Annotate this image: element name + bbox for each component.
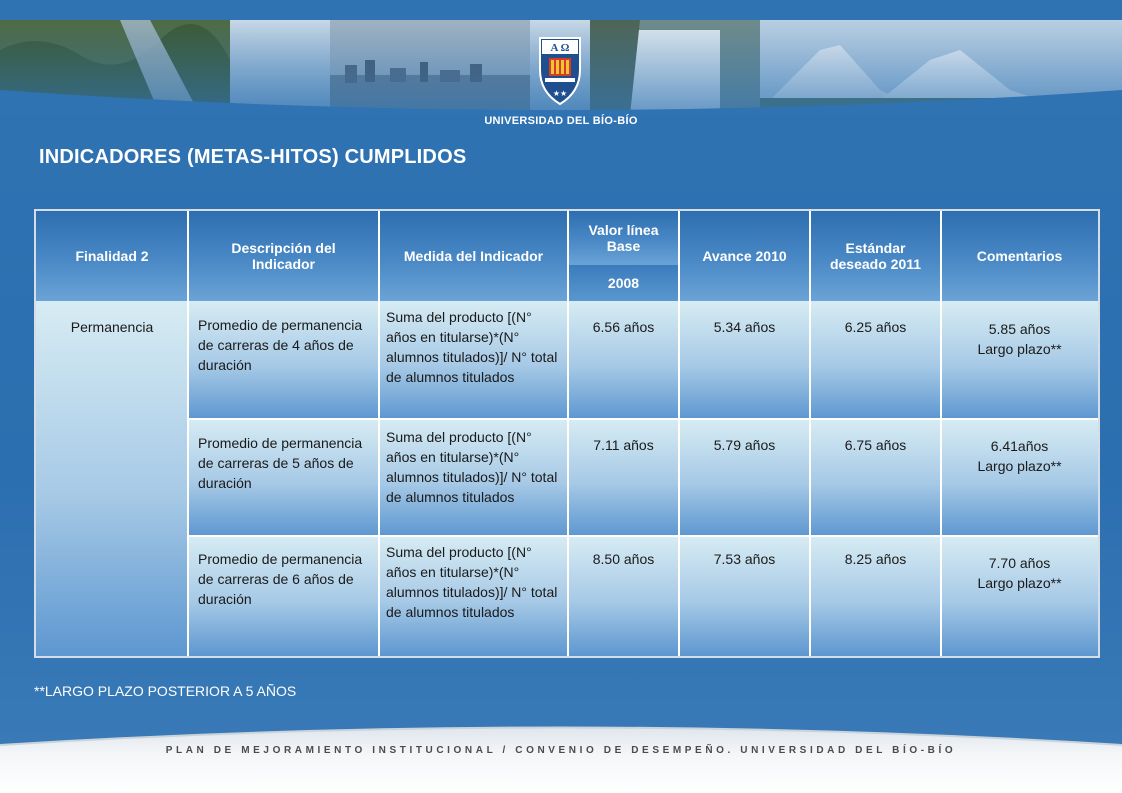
- row-2-comentario-value: 6.41años: [990, 438, 1049, 454]
- row-2-base: 7.11 años: [593, 437, 654, 453]
- row-3-estandar: 8.25 años: [844, 551, 907, 567]
- row-3-medida: Suma del producto [(N° años en titularse)*(N° alumnos titulados)]/ N° total de alumnos titulados: [386, 544, 558, 620]
- header-comentarios: Comentarios: [941, 211, 1098, 301]
- row-3-comentario-value: 7.70 años: [988, 555, 1051, 571]
- row-1-comentario-value: 5.85 años: [988, 321, 1051, 337]
- row-2-avance: 5.79 años: [713, 437, 776, 453]
- finalidad-value: Permanencia: [70, 319, 154, 335]
- grid-line: [187, 211, 189, 656]
- row-3-comentario-note: Largo plazo**: [977, 575, 1062, 591]
- row-1-avance: 5.34 años: [713, 319, 776, 335]
- grid-line: [378, 211, 380, 656]
- row-1-comentario: [941, 319, 1098, 359]
- logo-letters: A Ω: [550, 42, 570, 54]
- header-estandar: Estándar deseado 2011: [810, 211, 941, 301]
- row-1-comentario-note: Largo plazo**: [977, 341, 1062, 357]
- header-avance: Avance 2010: [679, 211, 810, 301]
- footer-text: PLAN DE MEJORAMIENTO INSTITUCIONAL / CONVENIO DE DESEMPEÑO. UNIVERSIDAD DEL BÍO-BÍO: [165, 745, 957, 756]
- header-descripcion: Descripción del Indicador: [188, 211, 379, 301]
- row-3-avance: 7.53 años: [713, 551, 776, 567]
- page-title: INDICADORES (METAS-HITOS) CUMPLIDOS: [39, 146, 467, 168]
- row-1-estandar: 6.25 años: [844, 319, 907, 335]
- row-1-descripcion: Promedio de permanencia de carreras de 4 años de duración: [198, 317, 363, 373]
- indicators-table: [34, 209, 1100, 658]
- header-medida: Medida del Indicador: [379, 211, 568, 301]
- header-year-2008: 2008: [568, 265, 679, 301]
- header-valor-base: Valor línea Base: [568, 211, 679, 265]
- row-1-base: 6.56 años: [592, 319, 655, 335]
- row-2-medida: Suma del producto [(N° años en titularse)*(N° alumnos titulados)]/ N° total de alumnos titulados: [386, 429, 558, 505]
- row-2-descripcion: Promedio de permanencia de carreras de 5 años de duración: [198, 435, 363, 491]
- svg-text:★★: ★★: [552, 89, 568, 98]
- university-shield-logo: [535, 30, 585, 110]
- grid-line: [188, 418, 1098, 420]
- university-name: UNIVERSIDAD DEL BÍO-BÍO: [484, 115, 638, 127]
- row-3-base: 8.50 años: [592, 551, 655, 567]
- row-3-descripcion: Promedio de permanencia de carreras de 6 años de duración: [198, 551, 363, 607]
- footnote: **LARGO PLAZO POSTERIOR A 5 AÑOS: [34, 683, 297, 699]
- row-1-medida: Suma del producto [(N° años en titularse)*(N° alumnos titulados)]/ N° total de alumnos titulados: [386, 309, 558, 385]
- row-2-comentario: [941, 436, 1098, 476]
- header-finalidad: Finalidad 2: [36, 211, 188, 301]
- row-2-comentario-note: Largo plazo**: [977, 458, 1062, 474]
- finalidad-cell: [36, 301, 188, 656]
- grid-line: [188, 535, 1098, 537]
- row-3-comentario: [941, 553, 1098, 593]
- grid-line: [567, 211, 569, 656]
- row-2-estandar: 6.75 años: [844, 437, 907, 453]
- grid-line: [678, 211, 680, 656]
- grid-line: [809, 211, 811, 656]
